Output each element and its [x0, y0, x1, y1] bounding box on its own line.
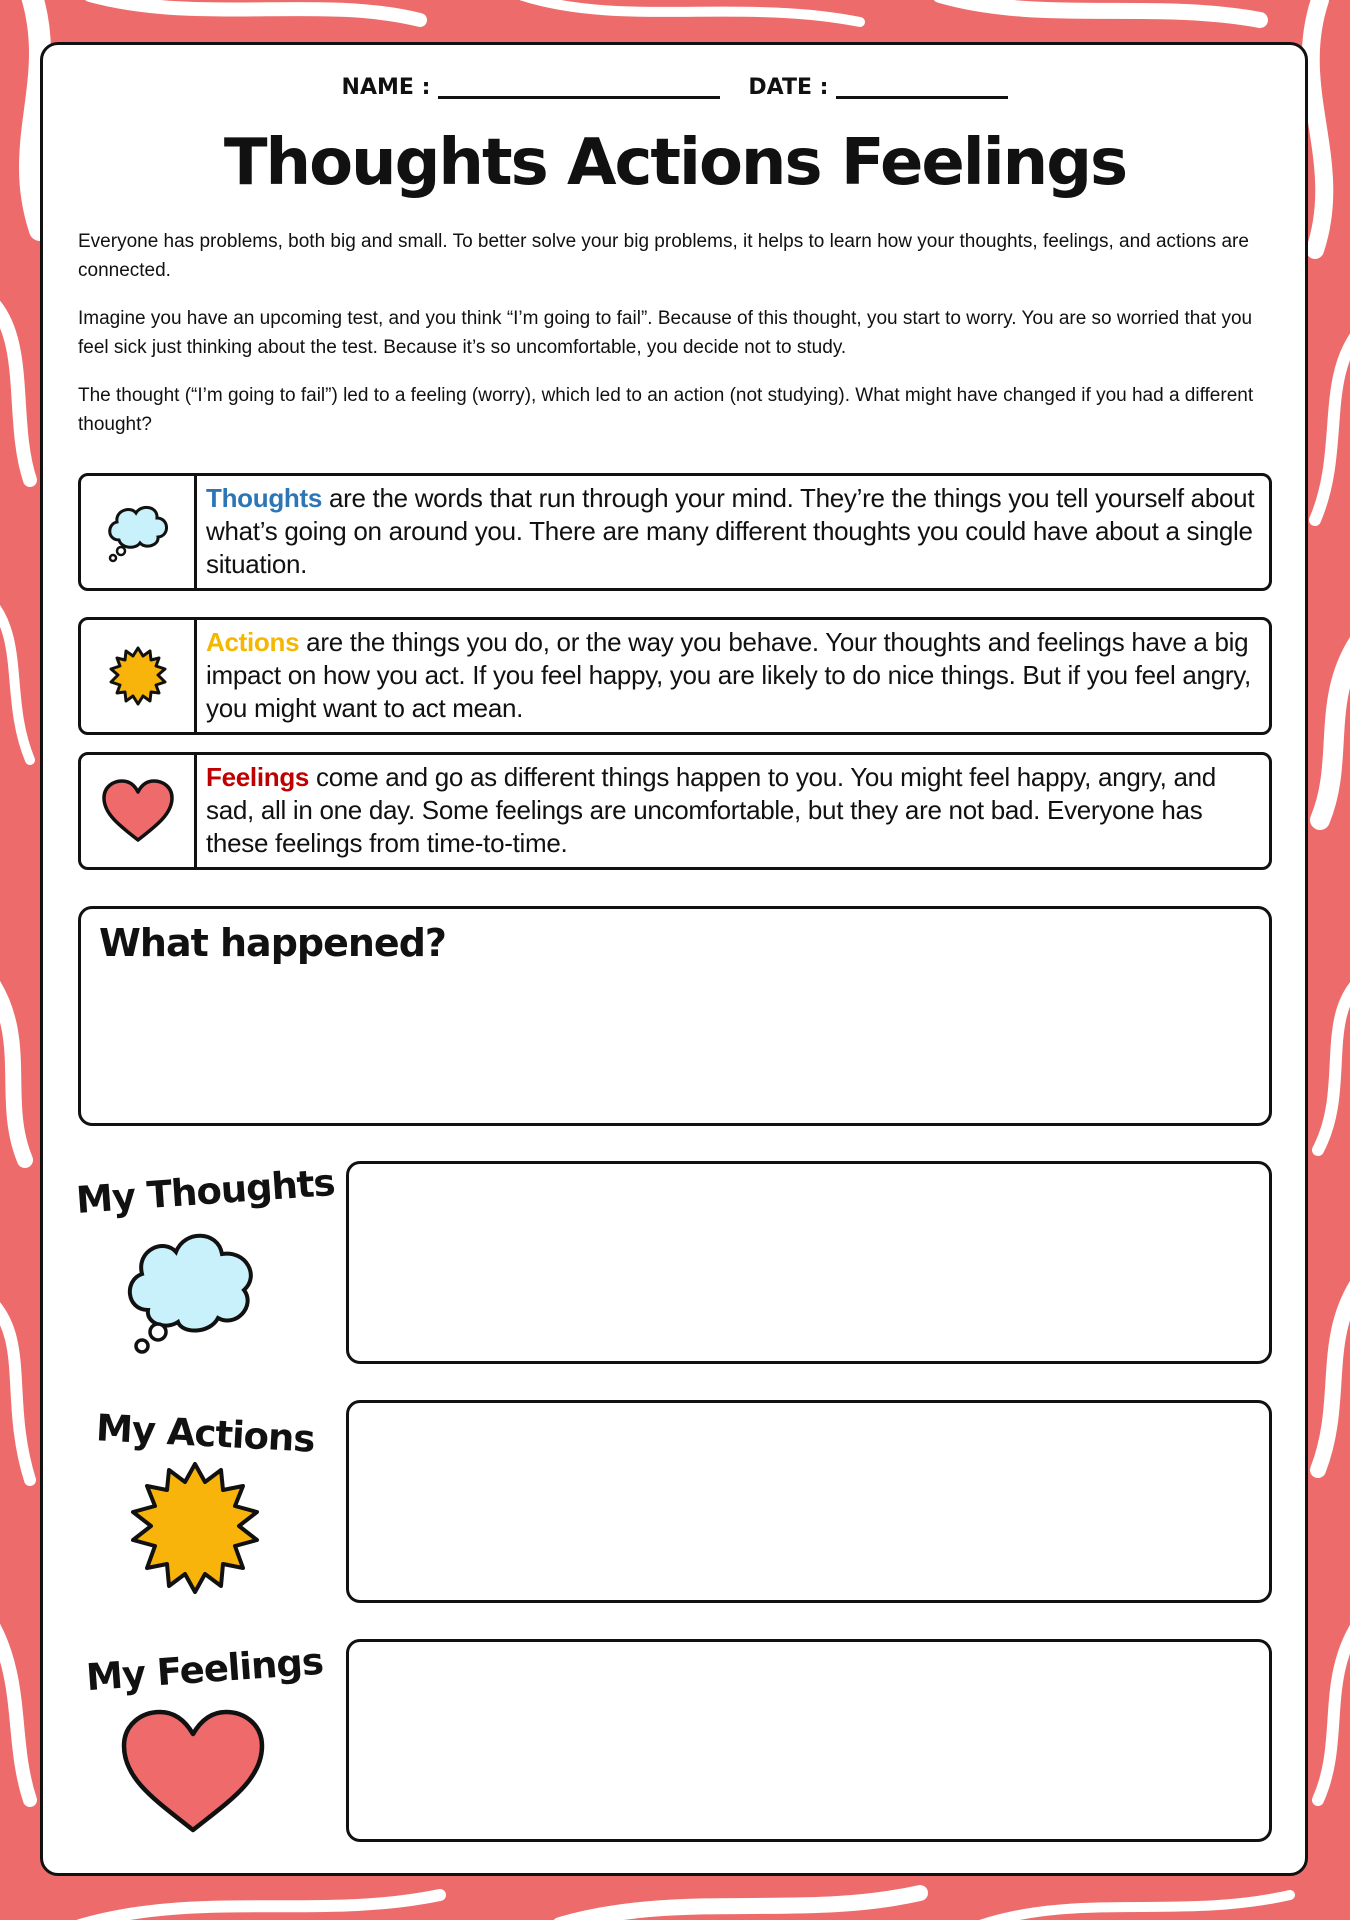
definition-actions-icon-cell: [81, 620, 197, 732]
definition-feelings-body: come and go as different things happen to you. You might feel happy, angry, and sad, all in one day. Some feelings are uncomfortable, but they are not bad. Everyone has these feelings from time-to-time.: [206, 762, 1216, 858]
heart-icon: [100, 778, 176, 844]
name-label: NAME :: [341, 75, 431, 100]
heart-icon: [118, 1706, 268, 1836]
my-actions-label: My Actions: [95, 1406, 316, 1461]
intro-paragraph-1: Everyone has problems, both big and small. To better solve your big problems, it helps to learn how your thoughts, feelings, and actions are connected.: [78, 231, 1249, 281]
thought-cloud-icon: [103, 500, 173, 564]
date-blank-line[interactable]: [836, 76, 1008, 99]
definition-thoughts: [78, 473, 1272, 591]
definition-feelings: [78, 752, 1272, 870]
name-field: [342, 75, 721, 100]
intro-paragraph-2: Imagine you have an upcoming test, and you think “I’m going to fail”. Because of this thought, you start to worry. You are so worried that you feel sick just thinking about the test. Because it’s so uncomfortable, you decide not to study.: [78, 308, 1253, 358]
page-title: Thoughts Actions Feelings: [223, 126, 1127, 200]
date-field: [748, 75, 1008, 100]
header-fields: [0, 75, 1350, 100]
definition-thoughts-icon-cell: [81, 476, 197, 588]
date-label: DATE :: [748, 75, 829, 100]
definition-thoughts-text: [197, 476, 1269, 588]
definition-feelings-keyword: Feelings: [206, 762, 310, 792]
name-blank-line[interactable]: [438, 76, 720, 99]
definition-feelings-icon-cell: [81, 755, 197, 867]
what-happened-label: What happened?: [99, 921, 446, 965]
definition-thoughts-body: are the words that run through your mind. They’re the things you tell yourself about what’s going on around you. There are many different thoughts you could have about a single situation.: [206, 483, 1255, 579]
definition-actions: [78, 617, 1272, 735]
my-thoughts-box[interactable]: [346, 1161, 1272, 1364]
my-feelings-label: My Feelings: [84, 1639, 325, 1700]
what-happened-box[interactable]: [78, 906, 1272, 1126]
my-thoughts-label: My Thoughts: [74, 1161, 336, 1222]
definition-actions-body: are the things you do, or the way you behave. Your thoughts and feelings have a big impact on how you act. If you feel happy, you are likely to do nice things. But if you feel angry, you might want to act mean.: [206, 627, 1251, 723]
starburst-icon: [106, 644, 170, 708]
starburst-icon: [124, 1460, 266, 1596]
my-feelings-box[interactable]: [346, 1639, 1272, 1842]
definition-actions-keyword: Actions: [206, 627, 300, 657]
definition-thoughts-keyword: Thoughts: [206, 483, 323, 513]
thought-cloud-icon: [118, 1218, 268, 1356]
definition-feelings-text: [197, 755, 1269, 867]
my-actions-box[interactable]: [346, 1400, 1272, 1603]
definition-actions-text: [197, 620, 1269, 732]
intro-paragraph-3: The thought (“I’m going to fail”) led to a feeling (worry), which led to an action (not studying). What might have changed if you had a different thought?: [78, 385, 1254, 435]
